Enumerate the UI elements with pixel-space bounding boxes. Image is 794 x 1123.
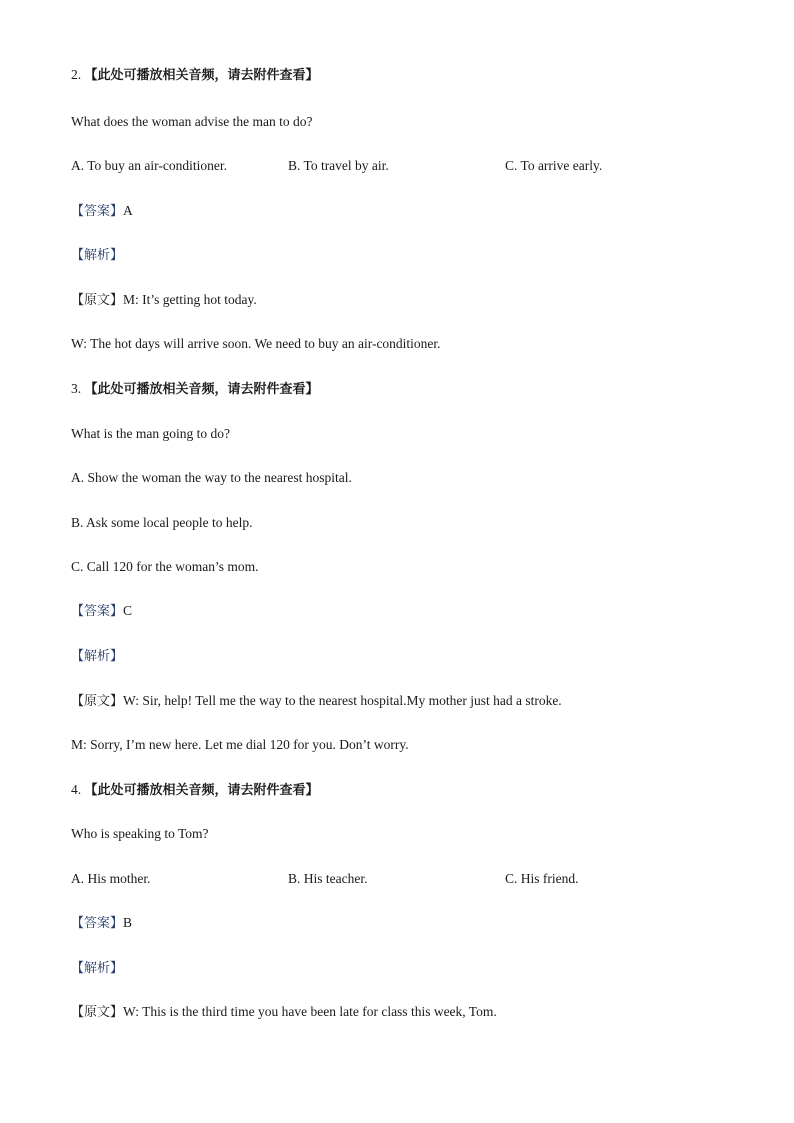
- answer-line: [71, 602, 132, 621]
- analysis-tag: 【解析】: [71, 248, 124, 263]
- answer-value: C: [123, 603, 133, 618]
- question-2-heading: [71, 66, 319, 85]
- option-b: B. His teacher.: [288, 871, 368, 886]
- audio-prompt: 【此处可播放相关音频，请去附件查看】: [84, 382, 319, 397]
- answer-tag: 【答案】: [71, 204, 124, 219]
- transcript-tag: 【原文】: [71, 1005, 124, 1020]
- option-c: C. His friend.: [505, 871, 579, 886]
- answer-line: [71, 202, 133, 221]
- answer-value: B: [123, 915, 133, 930]
- audio-prompt: 【此处可播放相关音频，请去附件查看】: [84, 783, 319, 798]
- analysis-line: [71, 246, 123, 265]
- audio-prompt: 【此处可播放相关音频，请去附件查看】: [84, 68, 319, 83]
- question-3-text: What is the man going to do?: [71, 426, 230, 441]
- question-4-text: Who is speaking to Tom?: [71, 826, 209, 841]
- transcript-tag: 【原文】: [71, 293, 124, 308]
- transcript-line: [71, 291, 257, 310]
- option-b: B. To travel by air.: [288, 158, 389, 173]
- transcript-text: W: The hot days will arrive soon. We need to buy an air-conditioner.: [71, 336, 441, 351]
- option-a: A. Show the woman the way to the nearest hospital.: [71, 470, 352, 485]
- option-c: C. To arrive early.: [505, 158, 603, 173]
- analysis-tag: 【解析】: [71, 649, 124, 664]
- question-3-heading: [71, 380, 319, 399]
- transcript-text: M: It’s getting hot today.: [123, 292, 257, 307]
- transcript-text: W: This is the third time you have been late for class this week, Tom.: [123, 1004, 497, 1019]
- analysis-line: [71, 959, 123, 978]
- transcript-tag: 【原文】: [71, 694, 124, 709]
- option-a: A. To buy an air-conditioner.: [71, 158, 228, 173]
- analysis-tag: 【解析】: [71, 961, 124, 976]
- analysis-line: [71, 647, 123, 666]
- question-4-heading: [71, 781, 319, 800]
- transcript-line: [71, 1003, 497, 1022]
- answer-tag: 【答案】: [71, 604, 124, 619]
- answer-line: [71, 914, 132, 933]
- question-2-text: What does the woman advise the man to do?: [71, 114, 313, 129]
- answer-tag: 【答案】: [71, 916, 124, 931]
- transcript-text: W: Sir, help! Tell me the way to the nearest hospital.My mother just had a stroke.: [123, 693, 562, 708]
- answer-value: A: [123, 203, 133, 218]
- transcript-line: [71, 692, 562, 711]
- option-b: B. Ask some local people to help.: [71, 515, 253, 530]
- transcript-text: M: Sorry, I’m new here. Let me dial 120 for you. Don’t worry.: [71, 737, 409, 752]
- question-number: 3.: [71, 381, 82, 396]
- option-c: C. Call 120 for the woman’s mom.: [71, 559, 259, 574]
- option-a: A. His mother.: [71, 871, 151, 886]
- question-number: 2.: [71, 67, 82, 82]
- question-number: 4.: [71, 782, 82, 797]
